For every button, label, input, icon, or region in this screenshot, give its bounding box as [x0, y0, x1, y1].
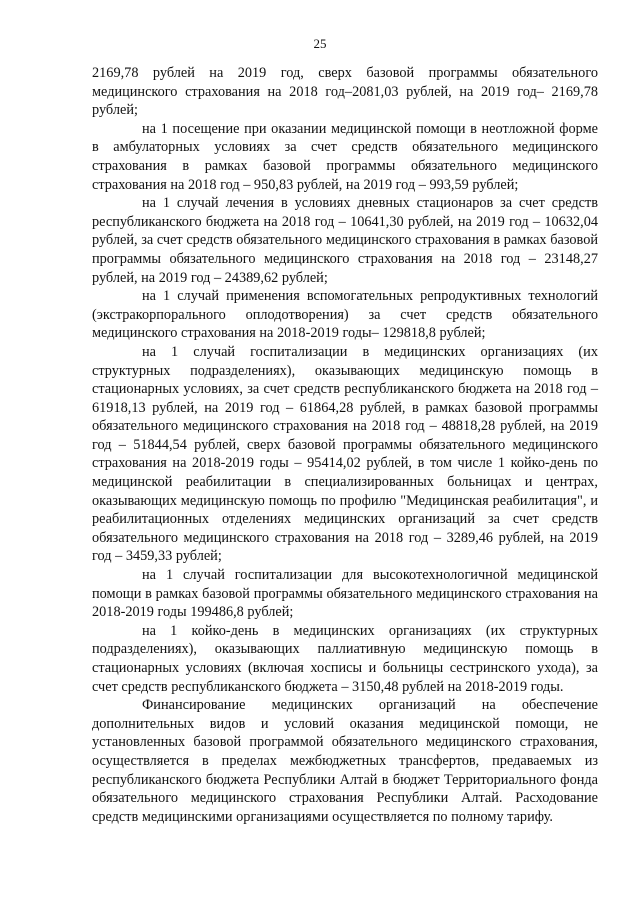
paragraph-hospitalization: на 1 случай госпитализации в медицинских организациях (их структурных подразделениях), оказывающих медицинскую помощь в стационарных условиях, за счет средств республиканского бюджета на 2018 год – 61918,13 рублей, на 2019 год – 61864,28 рублей, в рамках базовой программы обязательного медицинского страхования на 2018 год – 48818,28 рублей, на 2019 год – 51844,54 рублей, сверх базовой программы обязательного медицинского страхования на 2018-2019 годы – 95414,02 рублей, в том числе 1 койко-день по медицинской реабилитации в специализированных больницах и центрах, оказывающих медицинскую помощь по профилю "Медицинская реабилитация", и реабилитационных отделениях медицинских организаций за счет средств обязательного медицинского страхования на 2018 год – 3289,46 рублей, на 2019 год – 3459,33 рублей; — [92, 343, 598, 565]
document-body — [92, 64, 598, 826]
page-number: 25 — [313, 36, 327, 51]
paragraph-financing: Финансирование медицинских организаций на обеспечение дополнительных видов и условий оказания медицинской помощи, не установленных базовой программой обязательного медицинского страхования, осуществляется в пределах межбюджетных трансфертов, предаваемых из республиканского бюджета Республики Алтай в бюджет Территориального фонда обязательного медицинского страхования Республики Алтай. Расходование средств медицинскими организациями осуществляется по полному тарифу. — [92, 697, 598, 825]
paragraph-eco: на 1 случай применения вспомогательных репродуктивных технологий (экстракорпорального оплодотворения) за счет средств обязательного медицинского страхования на 2018-2019 годы– 129818,8 рублей; — [92, 288, 598, 342]
paragraph-outpatient-continuation: 2169,78 рублей на 2019 год, сверх базовой программы обязательного медицинского страхования на 2018 год–2081,03 рублей, на 2019 год– 2169,78 рублей; — [92, 65, 598, 119]
paragraph-high-tech-care: на 1 случай госпитализации для высокотехнологичной медицинской помощи в рамках базовой программы обязательного медицинского страхования на 2018-2019 годы 199486,8 рублей; — [92, 567, 598, 621]
paragraph-palliative-care: на 1 койко-день в медицинских организациях (их структурных подразделениях), оказывающих паллиативную медицинскую помощь в стационарных условиях (включая хосписы и больницы сестринского ухода), за счет средств республиканского бюджета – 3150,48 рублей на 2018-2019 годы. — [92, 622, 598, 695]
paragraph-day-hospital: на 1 случай лечения в условиях дневных стационаров за счет средств республиканского бюджета на 2018 год – 10641,30 рублей, на 2019 год – 10632,04 рублей, за счет средств обязательного медицинского страхования в рамках базовой программы обязательного медицинского страхования на 2018 год – 23148,27 рублей, на 2019 год – 24389,62 рублей; — [92, 195, 598, 286]
paragraph-emergency-visit: на 1 посещение при оказании медицинской помощи в неотложной форме в амбулаторных условиях за счет средств обязательного медицинского страхования в рамках базовой программы обязательного медицинского страхования на 2018 год – 950,83 рублей, на 2019 год – 993,59 рублей; — [92, 120, 598, 193]
